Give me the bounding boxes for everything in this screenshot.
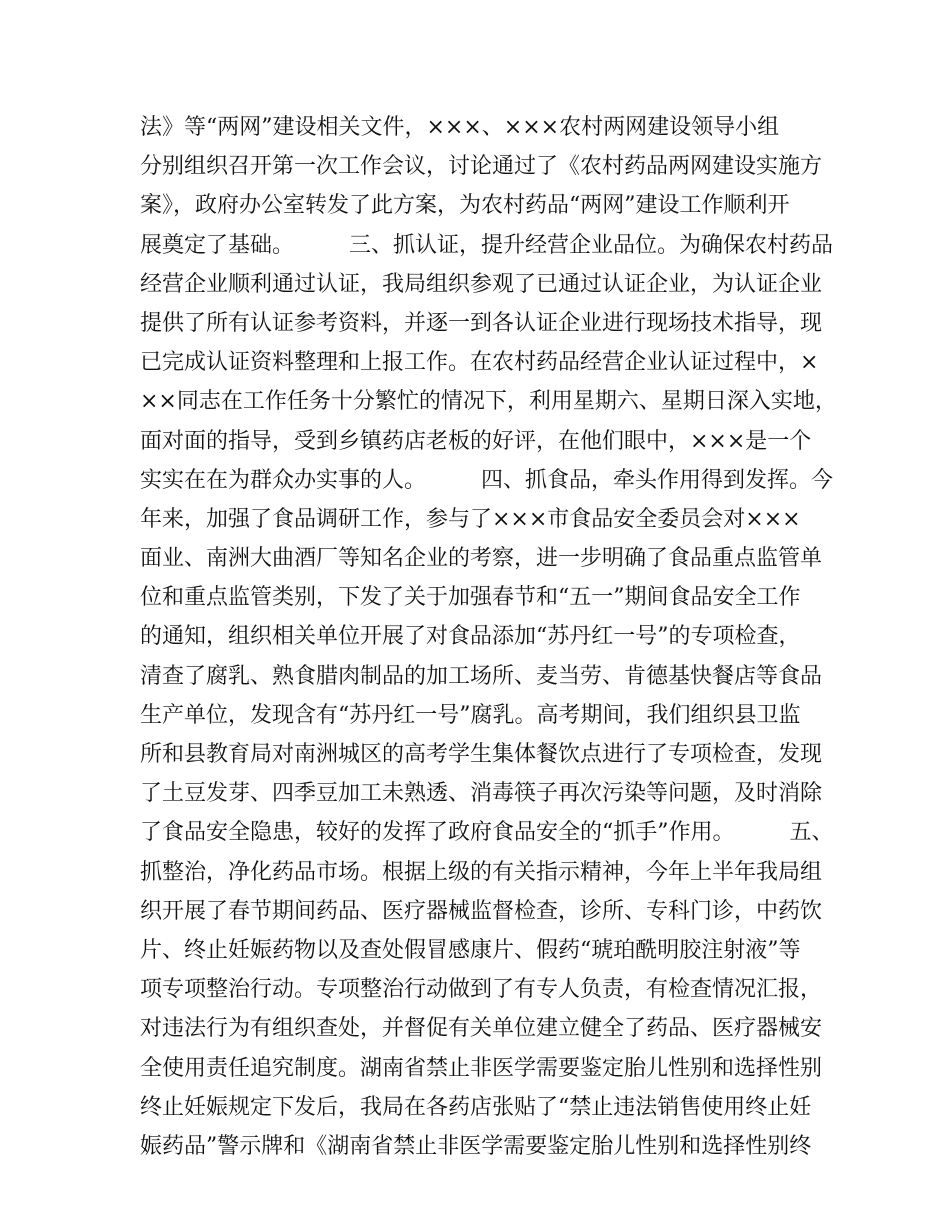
text-line: 对违法行为有组织查处，并督促有关单位建立健全了药品、医疗器械安 <box>140 1016 823 1042</box>
text-line: 片、终止妊娠药物以及查处假冒感康片、假药“琥珀酰明胶注射液”等 <box>140 937 801 963</box>
text-line: 位和重点监管类别，下发了关于加强春节和“五一”期间食品安全工作 <box>140 585 801 611</box>
text-line: 终止妊娠规定下发后，我局在各药店张贴了“禁止违法销售使用终止妊 <box>140 1094 812 1120</box>
text-line: 生产单位，发现含有“苏丹红一号”腐乳。高考期间，我们组织县卫监 <box>140 702 801 728</box>
text-line: 提供了所有认证参考资料，并逐一到各认证企业进行现场技术指导，现 <box>140 310 823 336</box>
body-text <box>140 108 837 1166</box>
text-line: 分别组织召开第一次工作会议，讨论通过了《农村药品两网建设实施方 <box>140 154 823 180</box>
text-line: 展奠定了基础。 三、抓认证，提升经营企业品位。为确保农村药品 <box>140 232 834 258</box>
text-line: 抓整治，净化药品市场。根据上级的有关指示精神，今年上半年我局组 <box>140 859 823 885</box>
text-line: 面对面的指导，受到乡镇药店老板的好评，在他们眼中，×××是一个 <box>140 428 812 454</box>
text-line: 案》，政府办公室转发了此方案，为农村药品“两网”建设工作顺利开 <box>140 193 790 219</box>
text-line: 法》等“两网”建设相关文件，×××、×××农村两网建设领导小组 <box>140 115 780 140</box>
text-line: 年来，加强了食品调研工作，参与了×××市食品安全委员会对××× <box>140 506 801 532</box>
text-line: 实实在在为群众办实事的人。 四、抓食品，牵头作用得到发挥。今 <box>140 467 834 493</box>
text-line: 全使用责任追究制度。湖南省禁止非医学需要鉴定胎儿性别和选择性别 <box>140 1055 823 1081</box>
text-line: 清查了腐乳、熟食腊肉制品的加工场所、麦当劳、肯德基快餐店等食品 <box>140 663 823 689</box>
text-line: 娠药品”警示牌和《湖南省禁止非医学需要鉴定胎儿性别和选择性别终 <box>140 1133 812 1159</box>
text-line: 了食品安全隐患，较好的发挥了政府食品安全的“抓手”作用。 五、 <box>140 820 834 846</box>
text-line: 所和县教育局对南洲城区的高考学生集体餐饮点进行了专项检查，发现 <box>140 742 823 767</box>
text-line: 已完成认证资料整理和上报工作。在农村药品经营企业认证过程中，× <box>140 350 819 376</box>
text-line: 的通知，组织相关单位开展了对食品添加“苏丹红一号”的专项检查， <box>140 624 801 650</box>
text-line: 了土豆发芽、四季豆加工未熟透、消毒筷子再次污染等问题，及时消除 <box>140 781 823 807</box>
text-line: 经营企业顺利通过认证，我局组织参观了已通过认证企业，为认证企业 <box>140 271 823 297</box>
text-line: 面业、南洲大曲酒厂等知名企业的考察，进一步明确了食品重点监管单 <box>140 546 823 572</box>
text-line: ××同志在工作任务十分繁忙的情况下，利用星期六、星期日深入实地， <box>140 389 837 415</box>
text-line: 项专项整治行动。专项整治行动做到了有专人负责，有检查情况汇报， <box>140 977 823 1003</box>
text-line: 织开展了春节期间药品、医疗器械监督检查，诊所、专科门诊，中药饮 <box>140 898 823 924</box>
